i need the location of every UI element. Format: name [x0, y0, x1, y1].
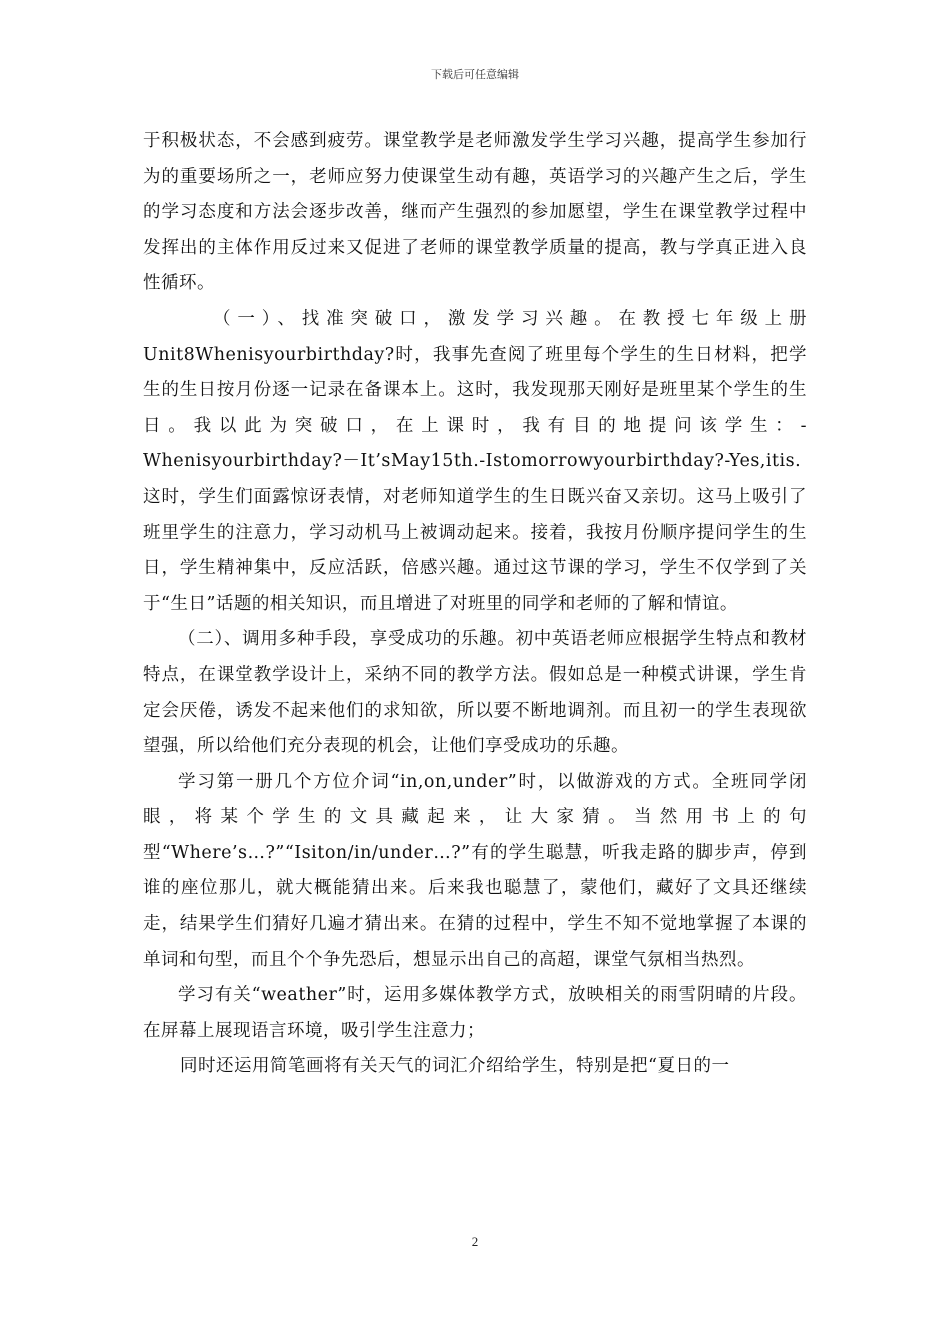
document-body — [143, 124, 807, 1085]
paragraph-4: 学习第一册几个方位介词“in,on,under”时，以做游戏的方式。全班同学闭眼，将某个学生的文具藏起来，让大家猜。当然用书上的句型“Where’s…?”“Isiton/in/under…?”有的学生聪慧，听我走路的脚步声，停到谁的座位那儿，就大概能猜出来。后来我也聪慧了，蒙他们，藏好了文具还继续走，结果学生们猜好几遍才猜出来。在猜的过程中，学生不知不觉地掌握了本课的单词和句型，而且个个争先恐后，想显示出自己的高超，课堂气氛相当热烈。 — [143, 771, 807, 970]
page-header: 下载后可任意编辑 — [431, 68, 519, 81]
paragraph-3: （二）、调用多种手段，享受成功的乐趣。初中英语老师应根据学生特点和教材特点，在课堂教学设计上，采纳不同的教学方法。假如总是一种模式讲课，学生肯定会厌倦，诱发不起来他们的求知欲，所以要不断地调剂。而且初一的学生表现欲望强，所以给他们充分表现的机会，让他们享受成功的乐趣。 — [143, 629, 807, 757]
paragraph-5: 学习有关“weather”时，运用多媒体教学方式，放映相关的雨雪阴晴的片段。在屏幕上展现语言环境，吸引学生注意力； — [143, 985, 807, 1041]
paragraph-2: （一）、找准突破口，激发学习兴趣。在教授七年级上册Unit8Whenisyourbirthday?时，我事先查阅了班里每个学生的生日材料，把学生的生日按月份逐一记录在备课本上。这时，我发现那天刚好是班里某个学生的生日。我以此为突破口，在上课时，我有目的地提问该学生：-Whenisyourbirthday?－It’sMay15th.-Istomorrowyourbirthday?-Yes,itis.这时，学生们面露惊讶表情，对老师知道学生的生日既兴奋又亲切。这马上吸引了班里学生的注意力，学习动机马上被调动起来。接着，我按月份顺序提问学生的生日，学生精神集中，反应活跃，倍感兴趣。通过这节课的学习，学生不仅学到了关于“生日”话题的相关知识，而且增进了对班里的同学和老师的了解和情谊。 — [143, 308, 807, 614]
paragraph-1: 于积极状态，不会感到疲劳。课堂教学是老师激发学生学习兴趣，提高学生参加行为的重要场所之一，老师应努力使课堂生动有趣，英语学习的兴趣产生之后，学生的学习态度和方法会逐步改善，继而产生强烈的参加愿望，学生在课堂教学过程中发挥出的主体作用反过来又促进了老师的课堂教学质量的提高，教与学真正进入良性循环。 — [143, 131, 807, 294]
paragraph-6: 同时还运用简笔画将有关天气的词汇介绍给学生，特别是把“夏日的一 — [180, 1056, 730, 1077]
page-number: 2 — [471, 1234, 479, 1249]
